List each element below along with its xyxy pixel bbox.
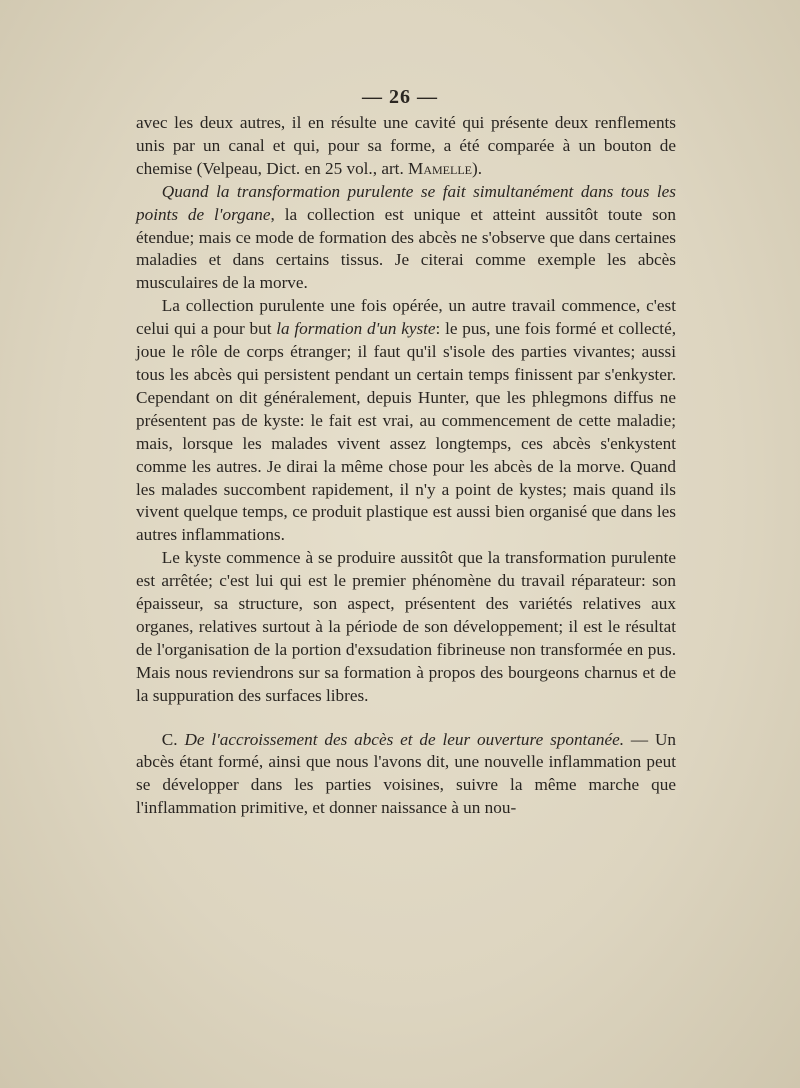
page-number: — 26 — (362, 86, 438, 108)
paragraph-4-text: Le kyste commence à se produire aussitôt que la transformation purulente est arrêtée; c'est lui qui est le premier phénomène du travail réparateur: son épaisseur, sa structure, son aspect, présentent des variétés relatives aux organes, relatives surtout à la période de son développement; il est le résultat de l'organisation de la portion d'exsudation fibrineuse non transformée en pus. Mais nous reviendrons sur sa formation à propos des bourgeons charnus et de la suppuration des surfaces libres. (136, 548, 676, 705)
paragraph-1-small-caps: Mamelle (408, 158, 472, 178)
paragraph-3-text-a: La collection purulente une fois opérée, un autre travail commence, c'est celui qui a pour but (136, 296, 676, 339)
paragraph-5-text: — Un abcès étant formé, ainsi que nous l'avons dit, une nouvelle inflammation peut se développer dans les parties voisines, suivre la même marche que l'inflammation primitive, et donner naissance à un nou- (136, 729, 676, 818)
paragraph-4 (136, 547, 676, 707)
paragraph-5-heading: De l'accroissement des abcès et de leur ouverture spontanée. (184, 729, 625, 749)
paragraph-3 (136, 295, 676, 547)
paragraph-5-label: C. (161, 729, 185, 749)
paragraph-2 (136, 181, 676, 296)
paragraph-3-italic: la formation d'un kyste (276, 319, 436, 339)
paragraph-2-italic: Quand la transformation purulente se fait simultanément dans tous les points de l'organe (136, 181, 676, 224)
paragraph-1-text-b: ). (472, 158, 483, 178)
body-text (136, 112, 676, 820)
paragraph-1 (136, 112, 676, 181)
paragraph-1-text-a: avec les deux autres, il en résulte une cavité qui présente deux renflements unis par un canal et qui, pour sa forme, a été comparée à un bouton de chemise (Velpeau, Dict. en 25 vol., art. (136, 113, 676, 178)
paragraph-3-text-b: : le pus, une fois formé et collecté, joue le rôle de corps étranger; il faut qu'il s'isole des parties vivantes; aussi tous les abcès qui persistent pendant un certain temps finissent par s'enkyster. Cependant on dit généralement, depuis Hunter, que les phlegmons diffus ne présentent pas de kyste: le fait est vrai, au commencement de cette maladie; mais, lorsque les malades vivent assez longtemps, ces abcès s'enkystent comme les autres. Je dirai la même chose pour les abcès de la morve. Quand les malades succombent rapidement, il n'y a point de kystes; mais quand ils vivent quelque temps, ce produit plastique est aussi bien organisé que dans les autres inflammations. (136, 319, 676, 545)
paragraph-2-text: , la collection est unique et atteint aussitôt toute son étendue; mais ce mode de formation des abcès ne s'observe que dans certaines maladies et dans certains tissus. Je citerai comme exemple les abcès musculaires de la morve. (136, 204, 676, 293)
paragraph-5 (136, 729, 676, 821)
